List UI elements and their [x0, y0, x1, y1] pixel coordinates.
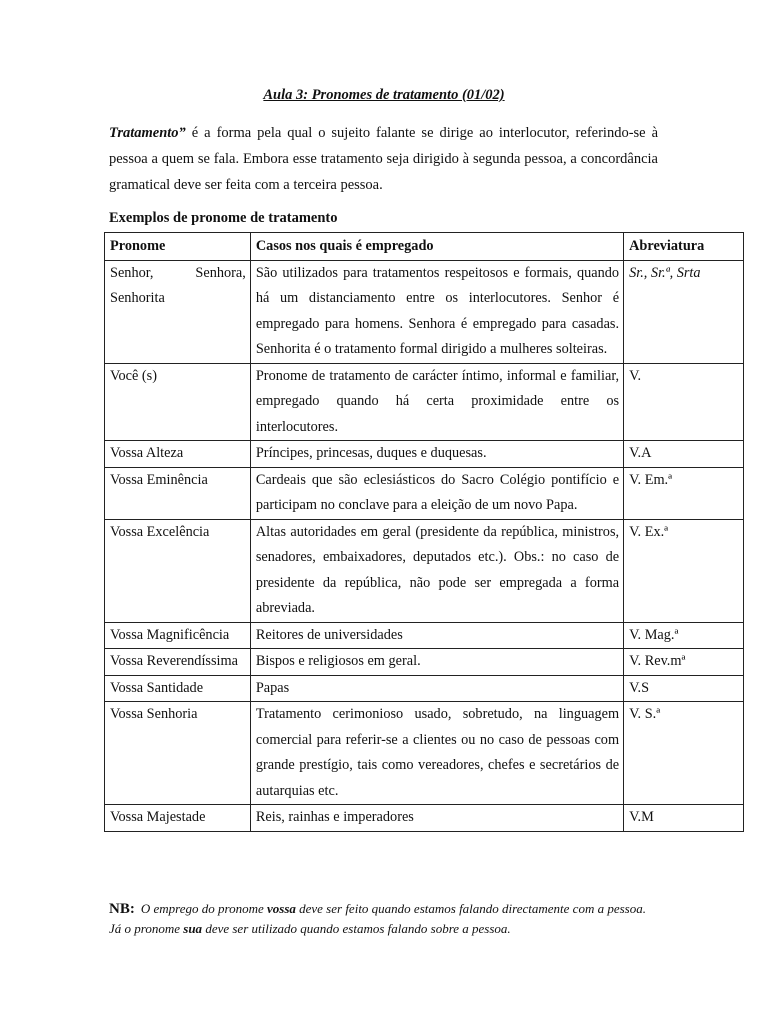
header-casos: Casos nos quais é empregado	[250, 233, 623, 261]
table-row	[105, 702, 744, 805]
table-row	[105, 649, 744, 676]
cell-abreviatura: V. Mag.ª	[624, 622, 744, 649]
cell-casos: Pronome de tratamento de carácter íntimo, informal e familiar, empregado quando há certa proximidade entre os interlocutores.	[250, 363, 623, 441]
section-heading: Exemplos de pronome de tratamento	[109, 210, 338, 226]
cell-casos: Tratamento cerimonioso usado, sobretudo, na linguagem comercial para referir-se a clientes ou no caso de pessoas com grande prestígio, tais como vereadores, chefes e secretários de autarquias etc.	[250, 702, 623, 805]
intro-paragraph	[109, 120, 658, 198]
footnote-text-1: O emprego do pronome	[140, 901, 267, 916]
footnote-label: NB:	[109, 901, 135, 917]
cell-casos: Bispos e religiosos em geral.	[250, 649, 623, 676]
cell-abreviatura: V.M	[624, 805, 744, 832]
table-row	[105, 260, 744, 363]
cell-abreviatura: V.S	[624, 675, 744, 702]
cell-abreviatura: V. Em.ª	[624, 467, 744, 519]
cell-casos: Cardeais que são eclesiásticos do Sacro Colégio pontifício e participam no conclave para a eleição de um novo Papa.	[250, 467, 623, 519]
footnote-text-2: deve ser feito quando estamos falando directamente com a pessoa. Já o pronome	[109, 901, 646, 936]
page-title: Aula 3: Pronomes de tratamento (01/02)	[263, 87, 505, 103]
footnote	[109, 899, 661, 939]
pronoun-table	[104, 232, 744, 832]
table-row	[105, 805, 744, 832]
cell-pronome: Vossa Excelência	[105, 519, 251, 622]
cell-abreviatura: V. S.ª	[624, 702, 744, 805]
cell-pronome: Vossa Magnificência	[105, 622, 251, 649]
table-row	[105, 441, 744, 468]
cell-pronome: Vossa Santidade	[105, 675, 251, 702]
table-header-row	[105, 233, 744, 261]
cell-abreviatura: V. Ex.ª	[624, 519, 744, 622]
intro-lead-term: Tratamento”	[109, 125, 186, 141]
cell-pronome: Você (s)	[105, 363, 251, 441]
table-row	[105, 467, 744, 519]
cell-abreviatura: V.A	[624, 441, 744, 468]
cell-casos: Reitores de universidades	[250, 622, 623, 649]
cell-casos: Altas autoridades em geral (presidente da república, ministros, senadores, embaixadores, deputados etc.). Obs.: no caso de presidente da república, não pode ser empregada a forma abreviada.	[250, 519, 623, 622]
cell-pronome: Vossa Eminência	[105, 467, 251, 519]
cell-casos: Príncipes, princesas, duques e duquesas.	[250, 441, 623, 468]
footnote-text-3: deve ser utilizado quando estamos falando sobre a pessoa.	[202, 921, 511, 936]
cell-pronome: Senhor, Senhora, Senhorita	[105, 260, 251, 363]
table-row	[105, 622, 744, 649]
cell-casos: Papas	[250, 675, 623, 702]
cell-pronome: Vossa Alteza	[105, 441, 251, 468]
table-row	[105, 675, 744, 702]
footnote-keyword-sua: sua	[183, 921, 203, 936]
table-row	[105, 519, 744, 622]
header-abreviatura: Abreviatura	[624, 233, 744, 261]
intro-text: é a forma pela qual o sujeito falante se dirige ao interlocutor, referindo-se à pessoa a quem se fala. Embora esse tratamento seja dirigido à segunda pessoa, a concordância gramatical deve ser feita com a terceira pessoa.	[109, 125, 658, 193]
cell-casos: Reis, rainhas e imperadores	[250, 805, 623, 832]
table-row	[105, 363, 744, 441]
cell-abreviatura: V.	[624, 363, 744, 441]
header-pronome: Pronome	[105, 233, 251, 261]
cell-casos: São utilizados para tratamentos respeitosos e formais, quando há um distanciamento entre os interlocutores. Senhor é empregado para homens. Senhora é empregado para casadas. Senhorita é o tratamento formal dirigido a mulheres solteiras.	[250, 260, 623, 363]
cell-abreviatura: Sr., Sr.ª, Srta	[624, 260, 744, 363]
cell-pronome: Vossa Reverendíssima	[105, 649, 251, 676]
cell-pronome: Vossa Majestade	[105, 805, 251, 832]
cell-pronome: Vossa Senhoria	[105, 702, 251, 805]
cell-abreviatura: V. Rev.mª	[624, 649, 744, 676]
footnote-keyword-vossa: vossa	[266, 901, 296, 916]
